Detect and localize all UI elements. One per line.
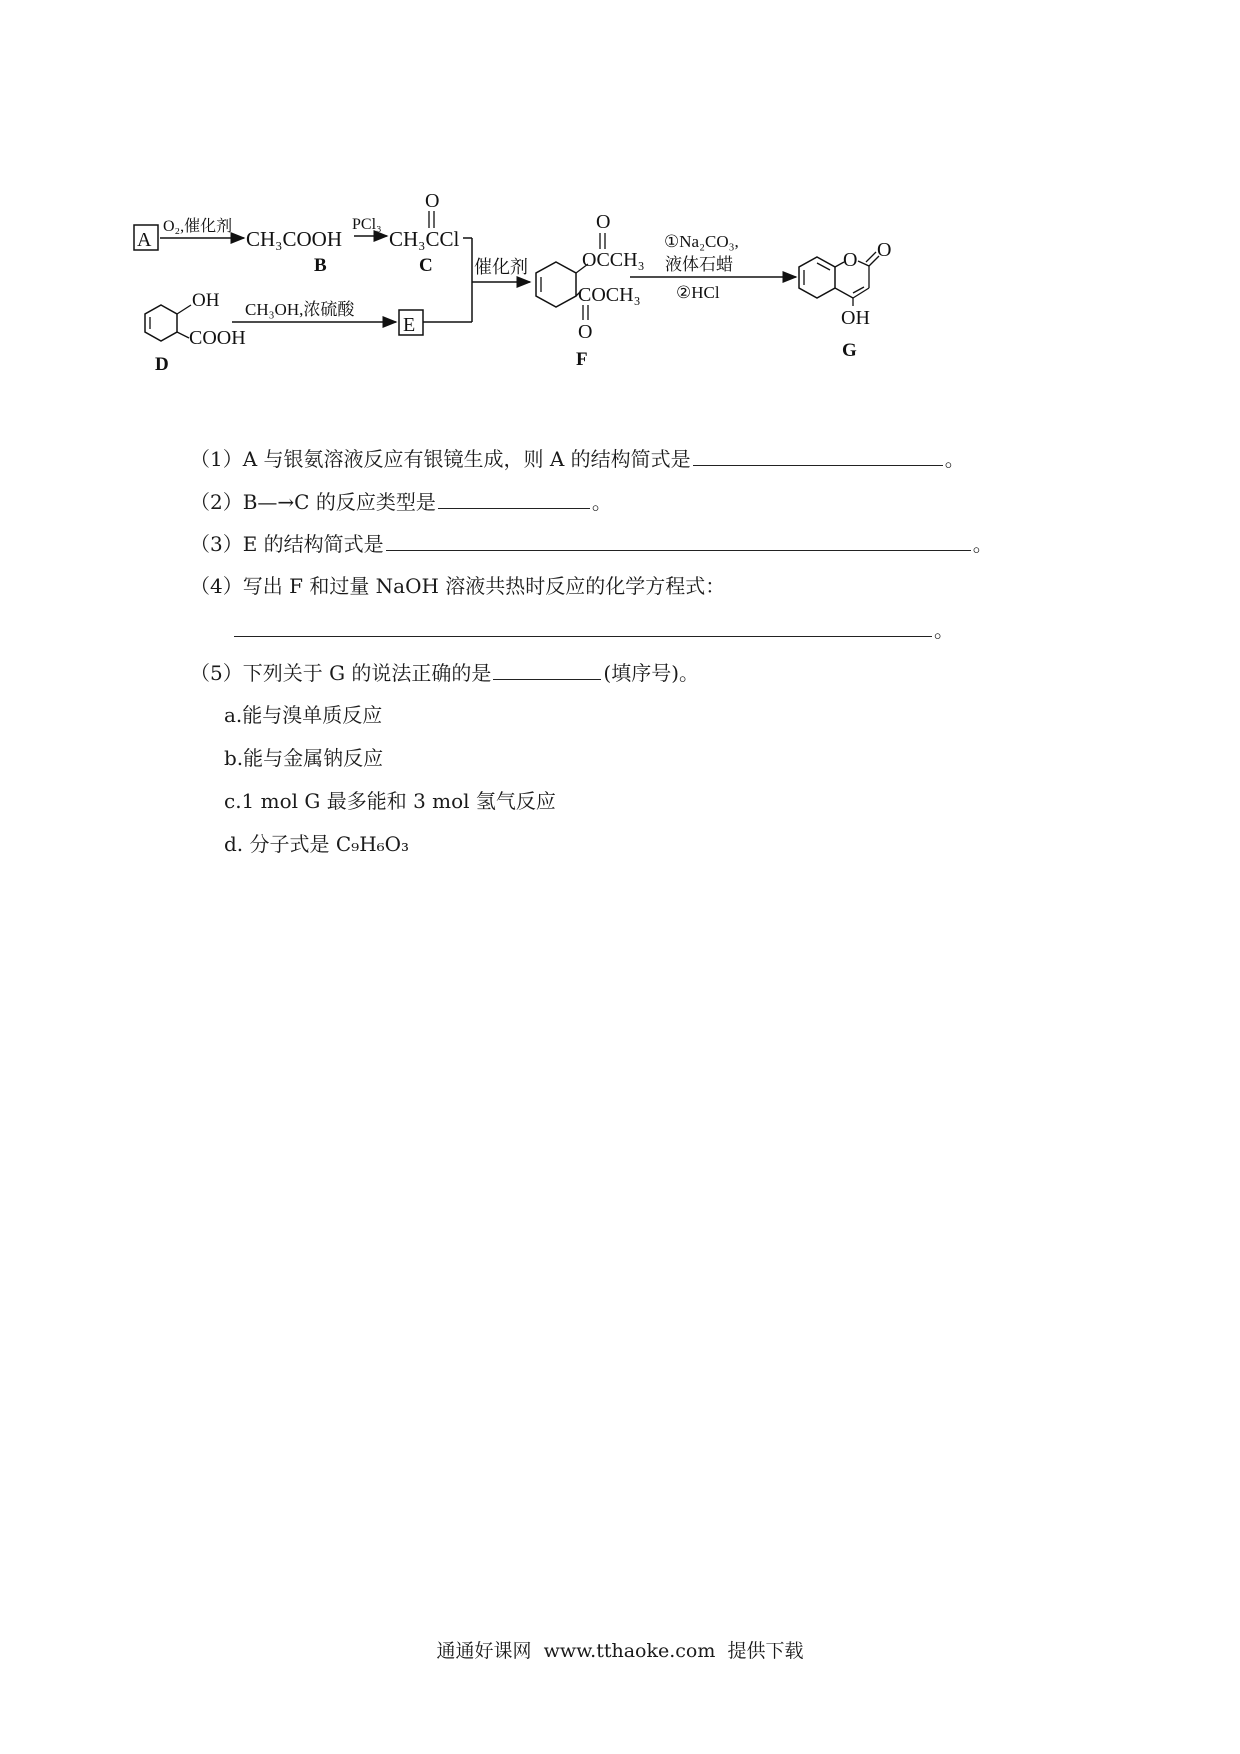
reagent-catalyst: 催化剂 <box>474 257 528 277</box>
option-b: b.能与金属钠反应 <box>224 746 384 770</box>
reagent-ch3oh-h2so4: CH₃OH,浓硫酸 <box>245 300 355 319</box>
reagent-pcl3: PCl₃ <box>352 216 382 233</box>
question-4-line-end: 。 <box>934 618 954 642</box>
compound-g-carbonyl-o: O <box>877 239 892 261</box>
compound-f-bottom-o: O <box>578 321 593 343</box>
option-a: a.能与溴单质反应 <box>224 703 383 727</box>
reagent-na2co3: ①Na₂CO₃, <box>664 232 739 251</box>
question-5-end: (填序号)。 <box>603 661 700 685</box>
d-bond-cooh <box>177 332 189 338</box>
g-bond-c4-c4a <box>835 288 853 298</box>
compound-f-benzene <box>536 262 576 307</box>
compound-g-label: G <box>842 340 857 361</box>
answer-blank-3[interactable] <box>386 530 971 551</box>
question-4-text: （4）写出 F 和过量 NaOH 溶液共热时反应的化学方程式： <box>190 574 726 598</box>
question-4 <box>190 573 725 599</box>
question-4-answer-line <box>232 616 954 643</box>
question-3-end: 。 <box>972 532 993 556</box>
synthesis-scheme <box>0 0 1240 400</box>
answer-blank-1[interactable] <box>693 445 943 466</box>
g-bond-c3-c4 <box>853 288 869 298</box>
question-1-end: 。 <box>944 447 965 471</box>
d-bond-oh <box>177 305 191 314</box>
compound-f-label: F <box>576 349 588 370</box>
option-c: c.1 mol G 最多能和 3 mol 氢气反应 <box>224 789 556 813</box>
compound-b-label: B <box>314 255 327 276</box>
question-2-text: （2）B—→C 的反应类型是 <box>190 490 436 514</box>
question-1-text: （1）A 与银氨溶液反应有银镜生成，则 A 的结构简式是 <box>190 447 691 471</box>
question-2-end: 。 <box>591 490 612 514</box>
compound-g-oh: OH <box>841 307 870 329</box>
compound-c-carbonyl-o: O <box>425 190 440 212</box>
question-3-text: （3）E 的结构简式是 <box>190 532 384 556</box>
compound-f-top-group: OCCH₃ <box>582 249 645 271</box>
compound-e: E <box>403 314 416 336</box>
question-1 <box>190 445 965 472</box>
compound-a: A <box>137 229 152 251</box>
reagent-hcl: ②HCl <box>676 283 720 302</box>
compound-f-top-o: O <box>596 211 611 233</box>
compound-f-bottom-group: COCH₃ <box>578 284 641 306</box>
answer-blank-5[interactable] <box>493 659 601 680</box>
answer-blank-4[interactable] <box>234 616 932 637</box>
g-bond-ring-o-2 <box>858 261 869 266</box>
compound-b-formula: CH₃COOH <box>246 227 342 251</box>
answer-blank-2[interactable] <box>438 488 590 509</box>
compound-c-label: C <box>419 255 433 276</box>
compound-d-label: D <box>155 354 169 375</box>
reagent-o2-catalyst: O₂,催化剂 <box>163 218 233 235</box>
g-inner-bond-2 <box>817 263 830 270</box>
question-5-text: （5）下列关于 G 的说法正确的是 <box>190 661 492 685</box>
page-footer: 通通好课网 www.tthaoke.com 提供下载 <box>436 1640 804 1662</box>
compound-c-formula: CH₃CCl <box>389 227 460 251</box>
compound-d-oh: OH <box>192 290 220 311</box>
question-3 <box>190 530 993 557</box>
option-d: d. 分子式是 C₉H₆O₃ <box>224 832 410 856</box>
reagent-paraffin: 液体石蜡 <box>665 255 733 274</box>
compound-d-cooh: COOH <box>189 327 246 349</box>
compound-g-ring-o: O <box>843 249 858 271</box>
question-2 <box>190 488 612 515</box>
question-5 <box>190 659 699 686</box>
